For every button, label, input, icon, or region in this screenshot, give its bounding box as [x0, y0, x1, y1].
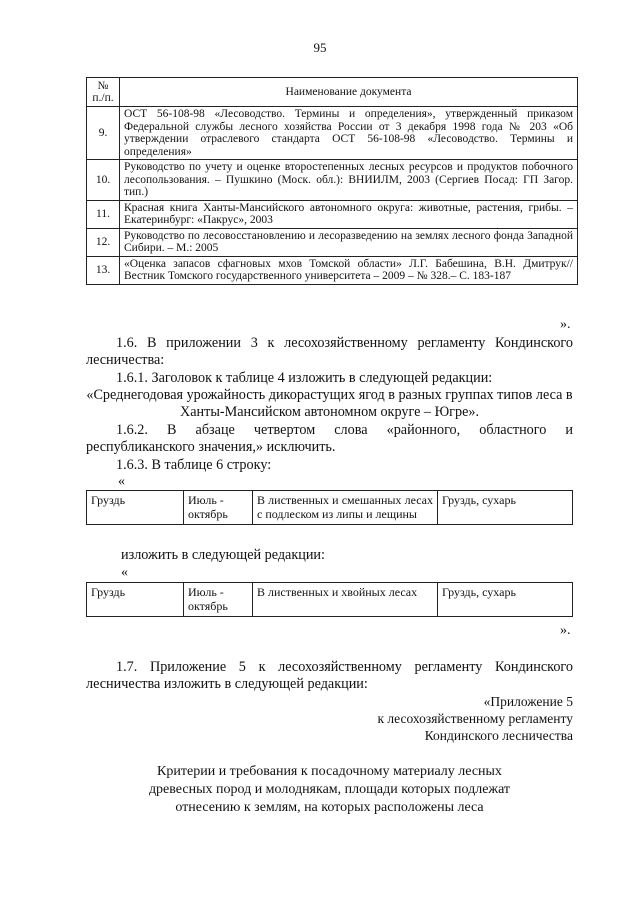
row-document: Красная книга Ханты-Мансийского автономного округа: животные, растения, грибы. – Екатеринбург: «Пакрус», 2003	[120, 200, 578, 228]
old-row-table	[86, 490, 573, 525]
cell-habitat: В лиственных и хвойных лесах	[253, 583, 438, 617]
table-row	[87, 107, 578, 160]
cell-habitat: В лиственных и смешанных лесах с подлеском из липы и лещины	[253, 491, 438, 525]
appendix-header-line: Кондинского лесничества	[424, 728, 573, 743]
table-4-title: «Среднегодовая урожайность дикорастущих ягод в разных группах типов леса в Ханты-Мансийском автономном округе – Югре».	[86, 387, 573, 420]
paragraph-1-6-2: 1.6.2. В абзаце четвертом слова «районного, областного и республиканского значения,» исключить.	[86, 422, 573, 455]
criteria-title-line: древесных пород и молоднякам, площади которых подлежат	[148, 782, 511, 797]
cell-species: Груздь, сухарь	[438, 491, 573, 525]
row-number: 11.	[87, 200, 120, 228]
row-number: 13.	[87, 256, 120, 284]
cell-species: Груздь, сухарь	[438, 583, 573, 617]
paragraph-1-6: 1.6. В приложении 3 к лесохозяйственному регламенту Кондинского лесничества:	[86, 335, 573, 368]
open-quote: «	[121, 565, 128, 580]
column-header-number: № п./п.	[87, 78, 120, 107]
row-number: 10.	[87, 160, 120, 201]
table-row	[87, 583, 573, 617]
row-document: «Оценка запасов сфагновых мхов Томской области» Л.Г. Бабешина, В.Н. Дмитрук// Вестник Томского государственного университета – 2009 – № 328.– С. 183-187	[120, 256, 578, 284]
documents-table	[86, 77, 578, 285]
appendix-header-line: к лесохозяйственному регламенту	[377, 711, 573, 726]
close-quote: ».	[560, 317, 571, 332]
paragraph-1-7: 1.7. Приложение 5 к лесохозяйственному регламенту Кондинского лесничества изложить в следующей редакции:	[86, 659, 573, 692]
criteria-title-line: отнесению к землям, на которых расположены леса	[175, 800, 484, 815]
cell-mushroom: Груздь	[87, 583, 184, 617]
criteria-title-line: Критерии и требования к посадочному материалу лесных	[157, 764, 502, 779]
table-row	[87, 228, 578, 256]
row-document: Руководство по учету и оценке второстепенных лесных ресурсов и продуктов побочного лесопользования. – Пушкино (Моск. обл.): ВНИИЛМ, 2003 (Сергиев Посад: ГП Загор. тип.)	[120, 160, 578, 201]
page-number: 95	[313, 40, 327, 55]
paragraph-1-6-3: 1.6.3. В таблице 6 строку:	[116, 457, 272, 473]
paragraph-1-6-1: 1.6.1. Заголовок к таблице 4 изложить в следующей редакции:	[116, 370, 493, 386]
table-header-row	[87, 78, 578, 107]
criteria-title	[86, 763, 573, 817]
cell-mushroom: Груздь	[87, 491, 184, 525]
column-header-document: Наименование документа	[120, 78, 578, 107]
row-document: ОСТ 56-108-98 «Лесоводство. Термины и определения», утвержденный приказом Федеральной службы лесного хозяйства России от 3 декабря 1998 года № 203 «Об утверждении отраслевого стандарта ОСТ 56-108-98 «Лесоводство. Термины и определения»	[120, 107, 578, 160]
table-row	[87, 160, 578, 201]
row-number: 9.	[87, 107, 120, 160]
new-row-table	[86, 582, 573, 617]
table-row	[87, 491, 573, 525]
appendix-header-line: «Приложение 5	[483, 694, 573, 709]
close-quote: ».	[560, 623, 571, 638]
row-document: Руководство по лесовосстановлению и лесоразведению на землях лесного фонда Западной Сибири. – М.: 2005	[120, 228, 578, 256]
cell-season: Июль - октябрь	[184, 491, 253, 525]
table-row	[87, 200, 578, 228]
replace-instruction: изложить в следующей редакции:	[121, 547, 325, 563]
cell-season: Июль - октябрь	[184, 583, 253, 617]
table-row	[87, 256, 578, 284]
row-number: 12.	[87, 228, 120, 256]
appendix-header	[300, 693, 573, 744]
open-quote: «	[118, 474, 125, 489]
